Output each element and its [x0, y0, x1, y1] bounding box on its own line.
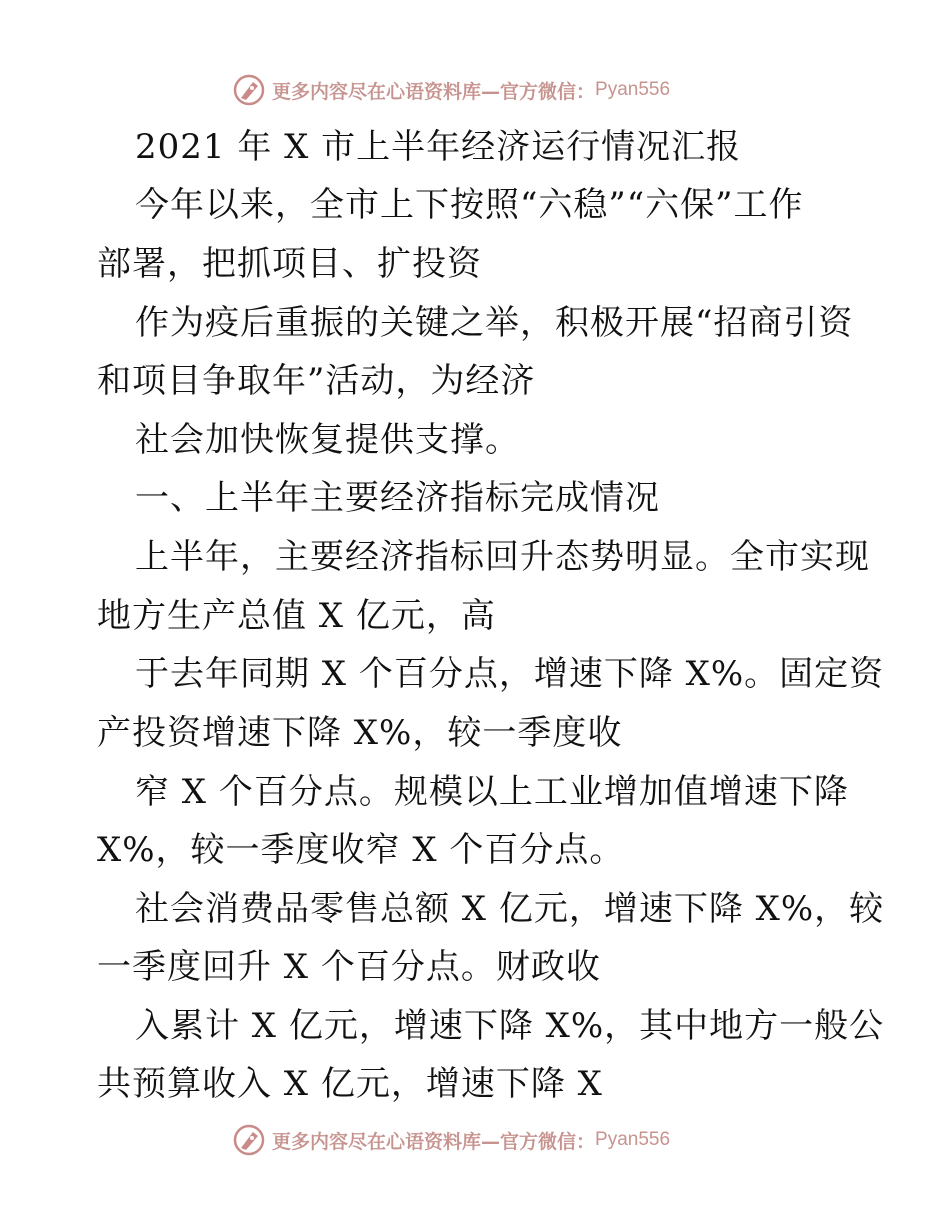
watermark-banner-bottom	[232, 1120, 670, 1160]
paragraph-line: 部署，把抓项目、扩投资	[97, 244, 482, 284]
paragraph-line: 一季度回升 X 个百分点。财政收	[97, 947, 601, 987]
paragraph-line: 作为疫后重振的关键之举，积极开展“招商引资	[135, 303, 854, 343]
pen-nib-logo-icon	[232, 1123, 266, 1157]
watermark-text: 更多内容尽在心语资料库—官方微信：	[272, 1130, 596, 1153]
paragraph-line: 今年以来，全市上下按照“六稳”“六保”工作	[135, 185, 804, 225]
paragraph-line: 产投资增速下降 X%，较一季度收	[97, 713, 623, 753]
paragraph-line: X%，较一季度收窄 X 个百分点。	[97, 830, 625, 870]
section-heading: 一、上半年主要经济指标完成情况	[135, 478, 660, 518]
paragraph-line: 和项目争取年”活动，为经济	[97, 361, 536, 401]
paragraph-line: 上半年，主要经济指标回升态势明显。全市实现	[135, 537, 870, 577]
paragraph-line: 社会消费品零售总额 X 亿元，增速下降 X%，较	[135, 889, 885, 929]
paragraph-line: 社会加快恢复提供支撑。	[135, 420, 520, 460]
paragraph-line: 入累计 X 亿元，增速下降 X%，其中地方一般公	[135, 1006, 885, 1046]
watermark-wechat-id: Pyan556	[595, 79, 671, 100]
watermark-wechat-id: Pyan556	[595, 1129, 671, 1150]
watermark-text: 更多内容尽在心语资料库—官方微信：	[272, 80, 596, 103]
document-title: 2021 年 X 市上半年经济运行情况汇报	[135, 127, 742, 167]
paragraph-line: 地方生产总值 X 亿元，高	[97, 596, 496, 636]
paragraph-line: 窄 X 个百分点。规模以上工业增加值增速下降	[135, 772, 849, 812]
paragraph-line: 共预算收入 X 亿元，增速下降 X	[97, 1064, 603, 1104]
watermark-banner-top	[232, 70, 670, 110]
pen-nib-logo-icon	[232, 73, 266, 107]
paragraph-line: 于去年同期 X 个百分点，增速下降 X%。固定资	[135, 654, 885, 694]
